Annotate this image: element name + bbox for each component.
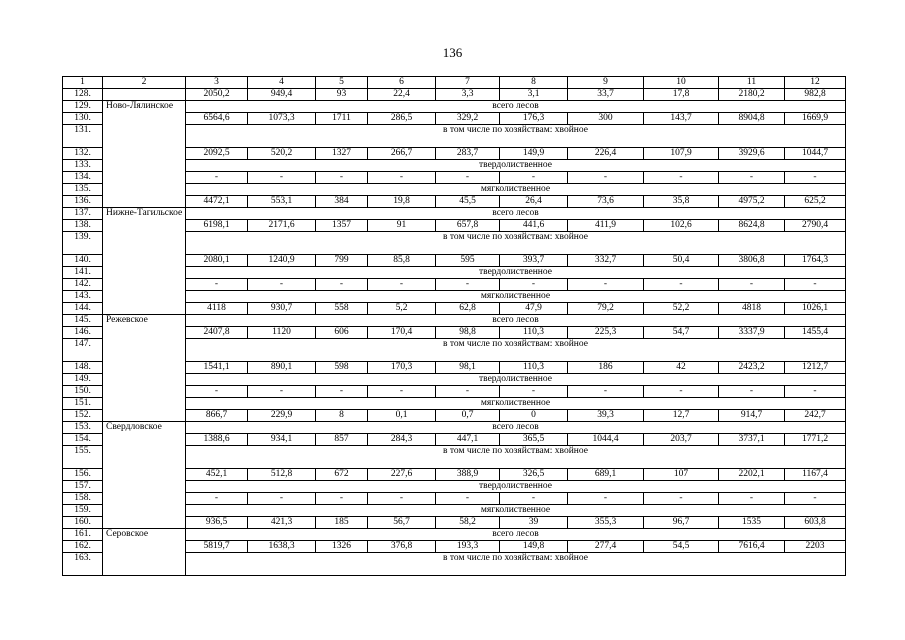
- value-cell: -: [436, 493, 500, 505]
- value-cell: -: [500, 279, 568, 291]
- table-row: [63, 89, 846, 101]
- value-cell: 2080,1: [186, 255, 248, 267]
- value-cell: 54,7: [644, 327, 719, 339]
- value-cell: 266,7: [368, 148, 436, 160]
- value-cell: -: [248, 279, 316, 291]
- value-cell: 384: [316, 196, 368, 208]
- value-cell: 1357: [316, 220, 368, 232]
- value-cell: 447,1: [436, 434, 500, 446]
- value-cell: 0: [500, 410, 568, 422]
- value-cell: 857: [316, 434, 368, 446]
- row-number: 137.: [63, 208, 103, 220]
- value-cell: 185: [316, 517, 368, 529]
- value-cell: 3737,1: [719, 434, 785, 446]
- row-number: 131.: [63, 125, 103, 148]
- value-cell: 2092,5: [186, 148, 248, 160]
- value-cell: 6564,6: [186, 113, 248, 125]
- row-number: 155.: [63, 446, 103, 469]
- value-cell: -: [248, 386, 316, 398]
- value-cell: 657,8: [436, 220, 500, 232]
- value-cell: -: [316, 493, 368, 505]
- row-number: 152.: [63, 410, 103, 422]
- category-label: всего лесов: [186, 208, 846, 220]
- value-cell: 42: [644, 362, 719, 374]
- value-cell: -: [186, 386, 248, 398]
- value-cell: 33,7: [568, 89, 644, 101]
- value-cell: -: [785, 172, 846, 184]
- row-number: 150.: [63, 386, 103, 398]
- value-cell: 54,5: [644, 541, 719, 553]
- value-cell: 355,3: [568, 517, 644, 529]
- value-cell: -: [500, 172, 568, 184]
- value-cell: 277,4: [568, 541, 644, 553]
- value-cell: -: [719, 279, 785, 291]
- value-cell: -: [500, 386, 568, 398]
- category-label: мягколиственное: [186, 291, 846, 303]
- header-cell: 7: [436, 77, 500, 89]
- value-cell: 4975,2: [719, 196, 785, 208]
- value-cell: 1541,1: [186, 362, 248, 374]
- value-cell: -: [436, 279, 500, 291]
- row-number: 153.: [63, 422, 103, 434]
- value-cell: 452,1: [186, 469, 248, 481]
- value-cell: -: [186, 279, 248, 291]
- row-number: 151.: [63, 398, 103, 410]
- region-name: Нижне-Тагильское: [103, 208, 186, 315]
- value-cell: 1212,7: [785, 362, 846, 374]
- value-cell: 79,2: [568, 303, 644, 315]
- value-cell: -: [436, 386, 500, 398]
- value-cell: 512,8: [248, 469, 316, 481]
- row-number: 149.: [63, 374, 103, 386]
- row-number: 160.: [63, 517, 103, 529]
- category-label: всего лесов: [186, 529, 846, 541]
- value-cell: 1327: [316, 148, 368, 160]
- value-cell: 149,9: [500, 148, 568, 160]
- category-label: мягколиственное: [186, 505, 846, 517]
- value-cell: 283,7: [436, 148, 500, 160]
- row-number: 147.: [63, 339, 103, 362]
- region-name: Серовское: [103, 529, 186, 576]
- value-cell: 421,3: [248, 517, 316, 529]
- value-cell: 603,8: [785, 517, 846, 529]
- value-cell: 107,9: [644, 148, 719, 160]
- value-cell: -: [436, 172, 500, 184]
- value-cell: 39: [500, 517, 568, 529]
- value-cell: 1638,3: [248, 541, 316, 553]
- value-cell: 934,1: [248, 434, 316, 446]
- value-cell: 1044,7: [785, 148, 846, 160]
- value-cell: 170,3: [368, 362, 436, 374]
- value-cell: 98,1: [436, 362, 500, 374]
- value-cell: 12,7: [644, 410, 719, 422]
- value-cell: 22,4: [368, 89, 436, 101]
- value-cell: -: [644, 279, 719, 291]
- value-cell: 672: [316, 469, 368, 481]
- category-label: в том числе по хозяйствам: хвойное: [186, 232, 846, 255]
- value-cell: 689,1: [568, 469, 644, 481]
- value-cell: -: [368, 493, 436, 505]
- row-number: 139.: [63, 232, 103, 255]
- value-cell: 96,7: [644, 517, 719, 529]
- value-cell: 441,6: [500, 220, 568, 232]
- value-cell: 2180,2: [719, 89, 785, 101]
- row-number: 159.: [63, 505, 103, 517]
- category-label: твердолиственное: [186, 481, 846, 493]
- row-number: 132.: [63, 148, 103, 160]
- value-cell: 110,3: [500, 362, 568, 374]
- value-cell: 553,1: [248, 196, 316, 208]
- value-cell: -: [568, 172, 644, 184]
- header-cell: 10: [644, 77, 719, 89]
- value-cell: 2171,6: [248, 220, 316, 232]
- value-cell: -: [186, 172, 248, 184]
- value-cell: 1388,6: [186, 434, 248, 446]
- row-number: 130.: [63, 113, 103, 125]
- value-cell: 50,4: [644, 255, 719, 267]
- table-row: [63, 208, 846, 220]
- value-cell: 8: [316, 410, 368, 422]
- category-label: в том числе по хозяйствам: хвойное: [186, 125, 846, 148]
- table-row: [63, 422, 846, 434]
- table-row: [63, 315, 846, 327]
- header-cell: 4: [248, 77, 316, 89]
- category-label: мягколиственное: [186, 398, 846, 410]
- value-cell: 19,8: [368, 196, 436, 208]
- value-cell: 1771,2: [785, 434, 846, 446]
- value-cell: 58,2: [436, 517, 500, 529]
- value-cell: -: [785, 279, 846, 291]
- value-cell: 170,4: [368, 327, 436, 339]
- value-cell: 186: [568, 362, 644, 374]
- value-cell: 225,3: [568, 327, 644, 339]
- value-cell: 143,7: [644, 113, 719, 125]
- value-cell: 229,9: [248, 410, 316, 422]
- row-number: 142.: [63, 279, 103, 291]
- row-number: 144.: [63, 303, 103, 315]
- value-cell: 1764,3: [785, 255, 846, 267]
- value-cell: 388,9: [436, 469, 500, 481]
- value-cell: 799: [316, 255, 368, 267]
- value-cell: -: [316, 172, 368, 184]
- value-cell: -: [368, 386, 436, 398]
- value-cell: -: [719, 386, 785, 398]
- value-cell: 1240,9: [248, 255, 316, 267]
- value-cell: 365,5: [500, 434, 568, 446]
- table-row: [63, 529, 846, 541]
- value-cell: 3,1: [500, 89, 568, 101]
- value-cell: 936,5: [186, 517, 248, 529]
- category-label: твердолиственное: [186, 267, 846, 279]
- value-cell: 6198,1: [186, 220, 248, 232]
- value-cell: 1167,4: [785, 469, 846, 481]
- value-cell: 1326: [316, 541, 368, 553]
- value-cell: -: [719, 172, 785, 184]
- value-cell: 866,7: [186, 410, 248, 422]
- value-cell: 0,7: [436, 410, 500, 422]
- value-cell: 332,7: [568, 255, 644, 267]
- value-cell: 242,7: [785, 410, 846, 422]
- value-cell: 102,6: [644, 220, 719, 232]
- header-cell: 5: [316, 77, 368, 89]
- value-cell: -: [248, 172, 316, 184]
- value-cell: 4818: [719, 303, 785, 315]
- forest-data-table: [62, 76, 846, 576]
- category-label: мягколиственное: [186, 184, 846, 196]
- value-cell: 1535: [719, 517, 785, 529]
- row-number: 141.: [63, 267, 103, 279]
- value-cell: 1026,1: [785, 303, 846, 315]
- row-number: 163.: [63, 553, 103, 576]
- header-cell: 1: [63, 77, 103, 89]
- value-cell: -: [644, 172, 719, 184]
- value-cell: -: [644, 386, 719, 398]
- row-number: 157.: [63, 481, 103, 493]
- value-cell: 949,4: [248, 89, 316, 101]
- page-number: 136: [442, 45, 463, 60]
- value-cell: 62,8: [436, 303, 500, 315]
- value-cell: 329,2: [436, 113, 500, 125]
- value-cell: 107: [644, 469, 719, 481]
- value-cell: 598: [316, 362, 368, 374]
- value-cell: 1711: [316, 113, 368, 125]
- value-cell: 5819,7: [186, 541, 248, 553]
- value-cell: 0,1: [368, 410, 436, 422]
- table-row: [63, 101, 846, 113]
- category-label: твердолиственное: [186, 160, 846, 172]
- value-cell: 226,4: [568, 148, 644, 160]
- value-cell: 52,2: [644, 303, 719, 315]
- value-cell: 2423,2: [719, 362, 785, 374]
- value-cell: -: [568, 279, 644, 291]
- value-cell: 3806,8: [719, 255, 785, 267]
- value-cell: 982,8: [785, 89, 846, 101]
- header-cell: 8: [500, 77, 568, 89]
- row-number: 158.: [63, 493, 103, 505]
- value-cell: 300: [568, 113, 644, 125]
- value-cell: 26,4: [500, 196, 568, 208]
- header-cell: 2: [103, 77, 186, 89]
- row-number: 161.: [63, 529, 103, 541]
- category-label: в том числе по хозяйствам: хвойное: [186, 446, 846, 469]
- value-cell: -: [500, 493, 568, 505]
- value-cell: 376,8: [368, 541, 436, 553]
- value-cell: 47,9: [500, 303, 568, 315]
- value-cell: 520,2: [248, 148, 316, 160]
- value-cell: 606: [316, 327, 368, 339]
- row-number: 140.: [63, 255, 103, 267]
- region-name: Режевское: [103, 315, 186, 422]
- value-cell: 1044,4: [568, 434, 644, 446]
- value-cell: 85,8: [368, 255, 436, 267]
- value-cell: 326,5: [500, 469, 568, 481]
- value-cell: 1120: [248, 327, 316, 339]
- value-cell: 1073,3: [248, 113, 316, 125]
- value-cell: 17,8: [644, 89, 719, 101]
- header-row: [63, 77, 846, 89]
- row-number: 156.: [63, 469, 103, 481]
- value-cell: 2203: [785, 541, 846, 553]
- value-cell: -: [644, 493, 719, 505]
- value-cell: 56,7: [368, 517, 436, 529]
- header-cell: 11: [719, 77, 785, 89]
- value-cell: -: [719, 493, 785, 505]
- header-cell: 3: [186, 77, 248, 89]
- value-cell: 558: [316, 303, 368, 315]
- value-cell: 890,1: [248, 362, 316, 374]
- header-cell: 12: [785, 77, 846, 89]
- value-cell: -: [316, 386, 368, 398]
- category-label: в том числе по хозяйствам: хвойное: [186, 339, 846, 362]
- row-number: 143.: [63, 291, 103, 303]
- value-cell: 1669,9: [785, 113, 846, 125]
- value-cell: 3929,6: [719, 148, 785, 160]
- value-cell: 73,6: [568, 196, 644, 208]
- value-cell: 93: [316, 89, 368, 101]
- value-cell: -: [568, 386, 644, 398]
- row-number: 145.: [63, 315, 103, 327]
- row-number: 136.: [63, 196, 103, 208]
- row-number: 148.: [63, 362, 103, 374]
- value-cell: 91: [368, 220, 436, 232]
- value-cell: 98,8: [436, 327, 500, 339]
- value-cell: 193,3: [436, 541, 500, 553]
- value-cell: -: [368, 172, 436, 184]
- value-cell: 286,5: [368, 113, 436, 125]
- category-label: всего лесов: [186, 422, 846, 434]
- value-cell: 45,5: [436, 196, 500, 208]
- value-cell: 595: [436, 255, 500, 267]
- row-number: 162.: [63, 541, 103, 553]
- row-number: 134.: [63, 172, 103, 184]
- value-cell: -: [785, 386, 846, 398]
- region-name: Ново-Лялинское: [103, 101, 186, 208]
- value-cell: 203,7: [644, 434, 719, 446]
- value-cell: 2202,1: [719, 469, 785, 481]
- value-cell: 8624,8: [719, 220, 785, 232]
- value-cell: 914,7: [719, 410, 785, 422]
- value-cell: 35,8: [644, 196, 719, 208]
- value-cell: -: [785, 493, 846, 505]
- value-cell: 4118: [186, 303, 248, 315]
- row-number: 138.: [63, 220, 103, 232]
- row-number: 128.: [63, 89, 103, 101]
- value-cell: -: [186, 493, 248, 505]
- value-cell: 7616,4: [719, 541, 785, 553]
- value-cell: 4472,1: [186, 196, 248, 208]
- value-cell: 110,3: [500, 327, 568, 339]
- row-number: 135.: [63, 184, 103, 196]
- value-cell: 2790,4: [785, 220, 846, 232]
- row-number: 133.: [63, 160, 103, 172]
- value-cell: 930,7: [248, 303, 316, 315]
- region-name: Свердловское: [103, 422, 186, 529]
- value-cell: -: [248, 493, 316, 505]
- category-label: всего лесов: [186, 101, 846, 113]
- value-cell: 411,9: [568, 220, 644, 232]
- row-number: 129.: [63, 101, 103, 113]
- category-label: всего лесов: [186, 315, 846, 327]
- region-name: [103, 89, 186, 101]
- header-cell: 9: [568, 77, 644, 89]
- value-cell: 625,2: [785, 196, 846, 208]
- category-label: твердолиственное: [186, 374, 846, 386]
- row-number: 154.: [63, 434, 103, 446]
- value-cell: 1455,4: [785, 327, 846, 339]
- value-cell: -: [316, 279, 368, 291]
- value-cell: 8904,8: [719, 113, 785, 125]
- value-cell: 284,3: [368, 434, 436, 446]
- value-cell: 149,8: [500, 541, 568, 553]
- header-cell: 6: [368, 77, 436, 89]
- row-number: 146.: [63, 327, 103, 339]
- value-cell: 2050,2: [186, 89, 248, 101]
- value-cell: 176,3: [500, 113, 568, 125]
- value-cell: 227,6: [368, 469, 436, 481]
- value-cell: 2407,8: [186, 327, 248, 339]
- value-cell: 3337,9: [719, 327, 785, 339]
- value-cell: 393,7: [500, 255, 568, 267]
- value-cell: -: [568, 493, 644, 505]
- value-cell: 39,3: [568, 410, 644, 422]
- value-cell: 5,2: [368, 303, 436, 315]
- value-cell: -: [368, 279, 436, 291]
- value-cell: 3,3: [436, 89, 500, 101]
- category-label: в том числе по хозяйствам: хвойное: [186, 553, 846, 576]
